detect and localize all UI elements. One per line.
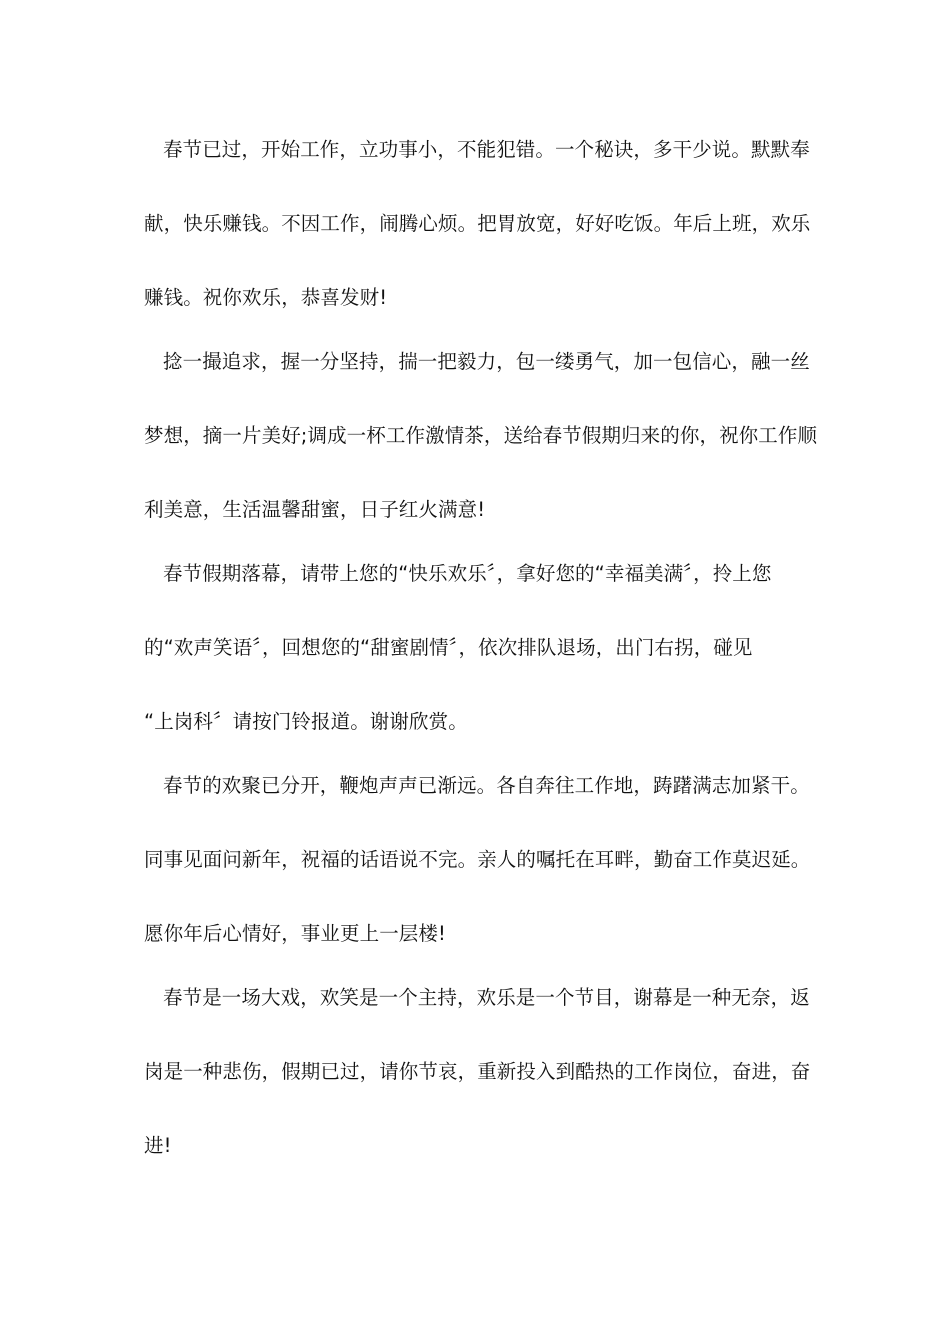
- paragraph-line: 岗是一种悲伤，假期已过，请你节哀，重新投入到酷热的工作岗位，奋进，奋: [144, 1060, 811, 1083]
- paragraph-line: 赚钱。祝你欢乐，恭喜发财!: [144, 286, 388, 309]
- paragraph-line: 春节是一场大戏，欢笑是一个主持，欢乐是一个节目，谢幕是一种无奈，返: [163, 986, 810, 1009]
- paragraph-line: 春节已过，开始工作，立功事小，不能犯错。一个秘诀，多干少说。默默奉: [163, 138, 810, 161]
- paragraph-line: 捻一撮追求，握一分坚持，揣一把毅力，包一缕勇气，加一包信心，融一丝: [163, 350, 810, 373]
- paragraph-line: 利美意，生活温馨甜蜜，日子红火满意!: [144, 498, 486, 521]
- paragraph-line: 梦想，摘一片美好;调成一杯工作激情茶，送给春节假期归来的你，祝你工作顺: [144, 424, 818, 447]
- paragraph-line: 进!: [144, 1134, 172, 1157]
- paragraph-line: 的“欢声笑语〞，回想您的“甜蜜剧情〞，依次排队退场，出门右拐，碰见: [144, 636, 753, 659]
- paragraph-line: 愿你年后心情好，事业更上一层楼!: [144, 922, 446, 945]
- paragraph-line: 春节的欢聚已分开，鞭炮声声已渐远。各自奔往工作地，踌躇满志加紧干。: [163, 774, 810, 797]
- paragraph-line: 春节假期落幕，请带上您的“快乐欢乐〞，拿好您的“幸福美满〞，拎上您: [163, 562, 772, 585]
- paragraph-line: “上岗科〞请按门铃报道。谢谢欣赏。: [144, 710, 468, 733]
- paragraph-line: 献，快乐赚钱。不因工作，闹腾心烦。把胃放宽，好好吃饭。年后上班，欢乐: [144, 212, 811, 235]
- paragraph-line: 同事见面问新年，祝福的话语说不完。亲人的嘱托在耳畔，勤奋工作莫迟延。: [144, 848, 811, 871]
